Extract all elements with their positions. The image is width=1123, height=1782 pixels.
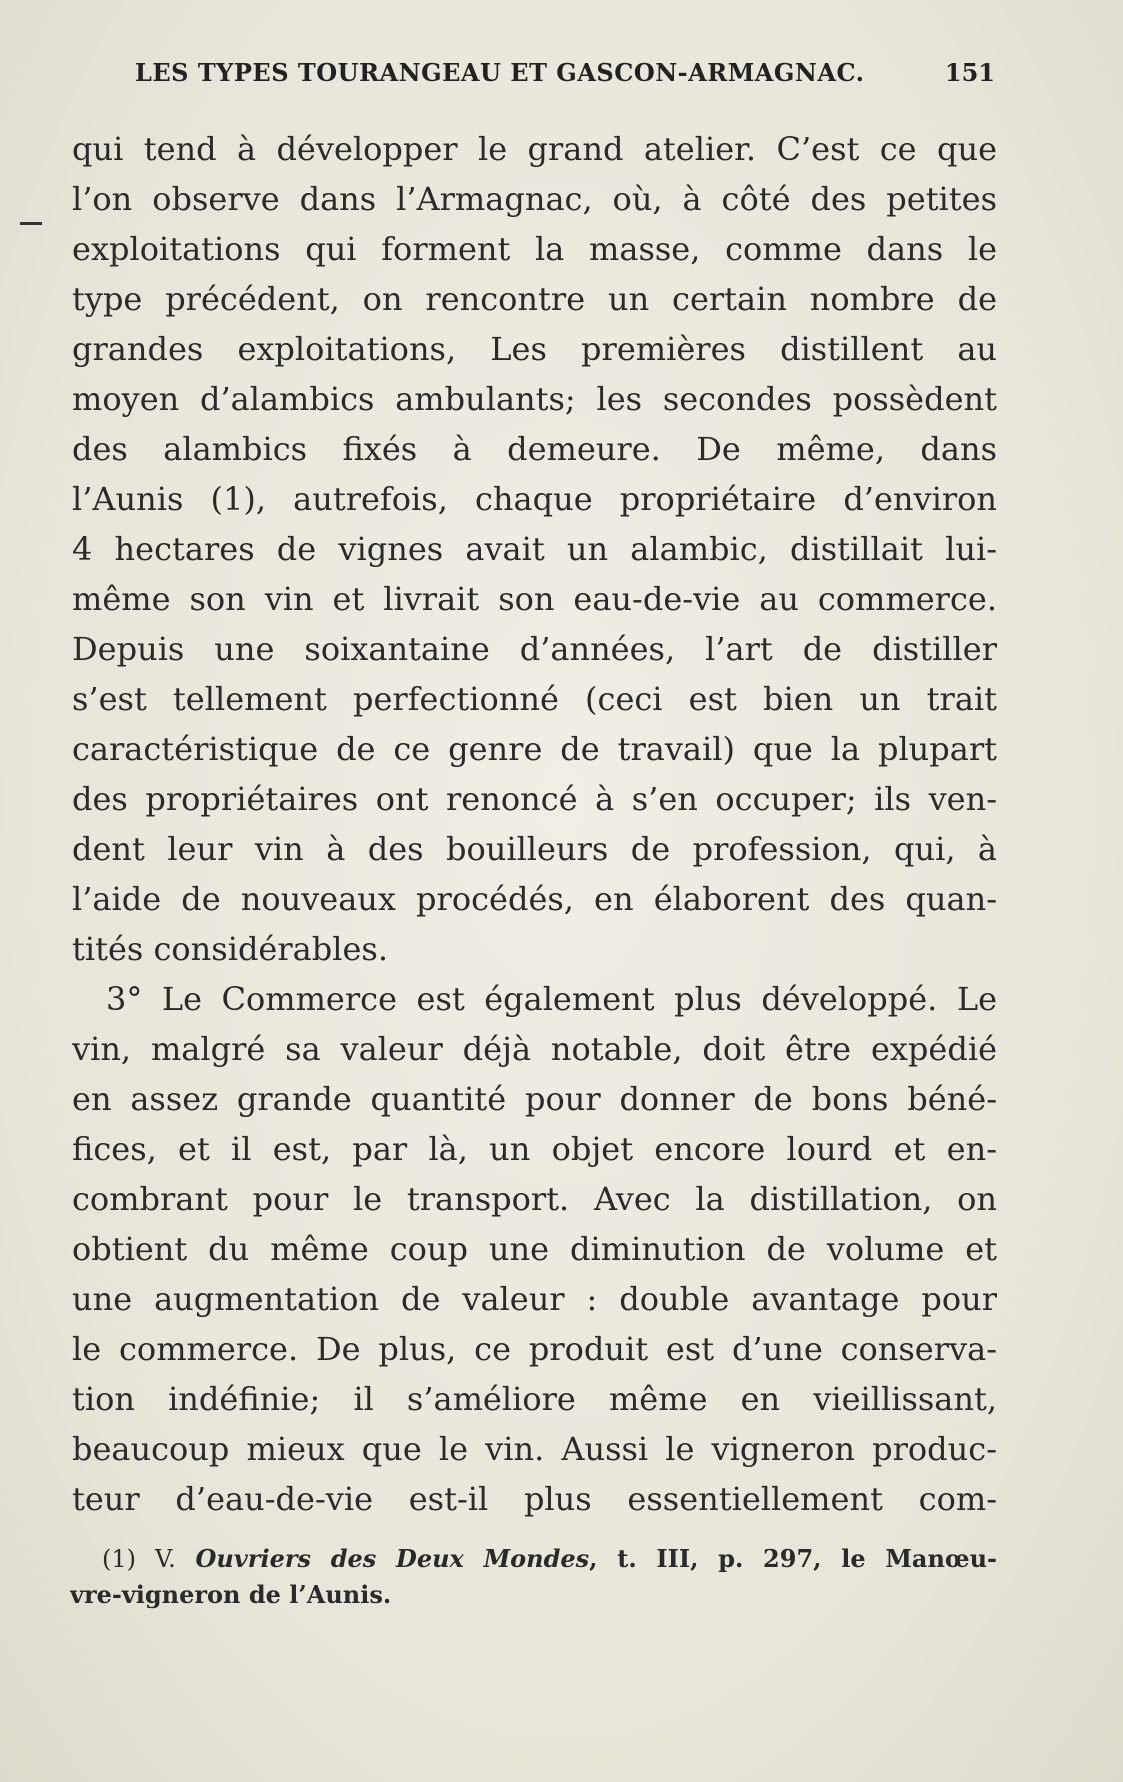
footnote	[70, 1541, 997, 1613]
text-line: des propriétaires ont renoncé à s’en occuper; ils ven-	[72, 780, 997, 818]
text-line: le commerce. De plus, ce produit est d’une conserva-	[72, 1330, 997, 1368]
text-line: dent leur vin à des bouilleurs de profession, qui, à	[72, 830, 997, 868]
text-line: tion indéfinie; il s’améliore même en vieillissant,	[72, 1380, 997, 1418]
page-header	[135, 58, 995, 98]
text-line: même son vin et livrait son eau-de-vie au commerce.	[72, 580, 997, 618]
text-line: beaucoup mieux que le vin. Aussi le vigneron produc-	[72, 1430, 997, 1468]
text-line: 4 hectares de vignes avait un alambic, distillait lui-	[72, 530, 997, 568]
footnote-italic-title: Ouvriers des Deux Mondes	[195, 1544, 590, 1573]
text-line: Depuis une soixantaine d’années, l’art de distiller	[72, 630, 997, 668]
text-line: l’Aunis (1), autrefois, chaque propriétaire d’environ	[72, 480, 997, 518]
text-line: moyen d’alambics ambulants; les secondes possèdent	[72, 380, 997, 418]
text-line: tités considérables.	[72, 930, 388, 968]
text-line: une augmentation de valeur : double avantage pour	[72, 1280, 997, 1318]
margin-dash-mark	[20, 222, 42, 225]
text-line: fices, et il est, par là, un objet encore lourd et en-	[72, 1130, 997, 1168]
text-line: combrant pour le transport. Avec la distillation, on	[72, 1180, 997, 1218]
text-line: l’aide de nouveaux procédés, en élaborent des quan-	[72, 880, 997, 918]
text-line: des alambics fixés à demeure. De même, dans	[72, 430, 997, 468]
text-line: s’est tellement perfectionné (ceci est bien un trait	[72, 680, 997, 718]
text-line: qui tend à développer le grand atelier. C’est ce que	[72, 130, 997, 168]
text-line: teur d’eau-de-vie est-il plus essentiellement com-	[72, 1480, 997, 1518]
text-line: grandes exploitations, Les premières distillent au	[72, 330, 997, 368]
running-title: LES TYPES TOURANGEAU ET GASCON-ARMAGNAC.	[135, 58, 865, 87]
text-line: vin, malgré sa valeur déjà notable, doit être expédié	[72, 1030, 997, 1068]
text-line: 3° Le Commerce est également plus développé. Le	[106, 980, 997, 1018]
text-line: en assez grande quantité pour donner de bons béné-	[72, 1080, 997, 1118]
footnote-rest: , t. III, p. 297, le Manœu-	[589, 1544, 997, 1573]
text-line: type précédent, on rencontre un certain nombre de	[72, 280, 997, 318]
footnote-line: vre-vigneron de l’Aunis.	[70, 1580, 392, 1609]
page-number: 151	[944, 58, 995, 87]
footnote-marker: (1) V.	[102, 1545, 176, 1573]
text-line: l’on observe dans l’Armagnac, où, à côté des petites	[72, 180, 997, 218]
text-line: caractéristique de ce genre de travail) que la plupart	[72, 730, 997, 768]
footnote-line	[70, 1541, 997, 1577]
body-text	[72, 124, 997, 1524]
text-line: exploitations qui forment la masse, comme dans le	[72, 230, 997, 268]
text-line: obtient du même coup une diminution de volume et	[72, 1230, 997, 1268]
